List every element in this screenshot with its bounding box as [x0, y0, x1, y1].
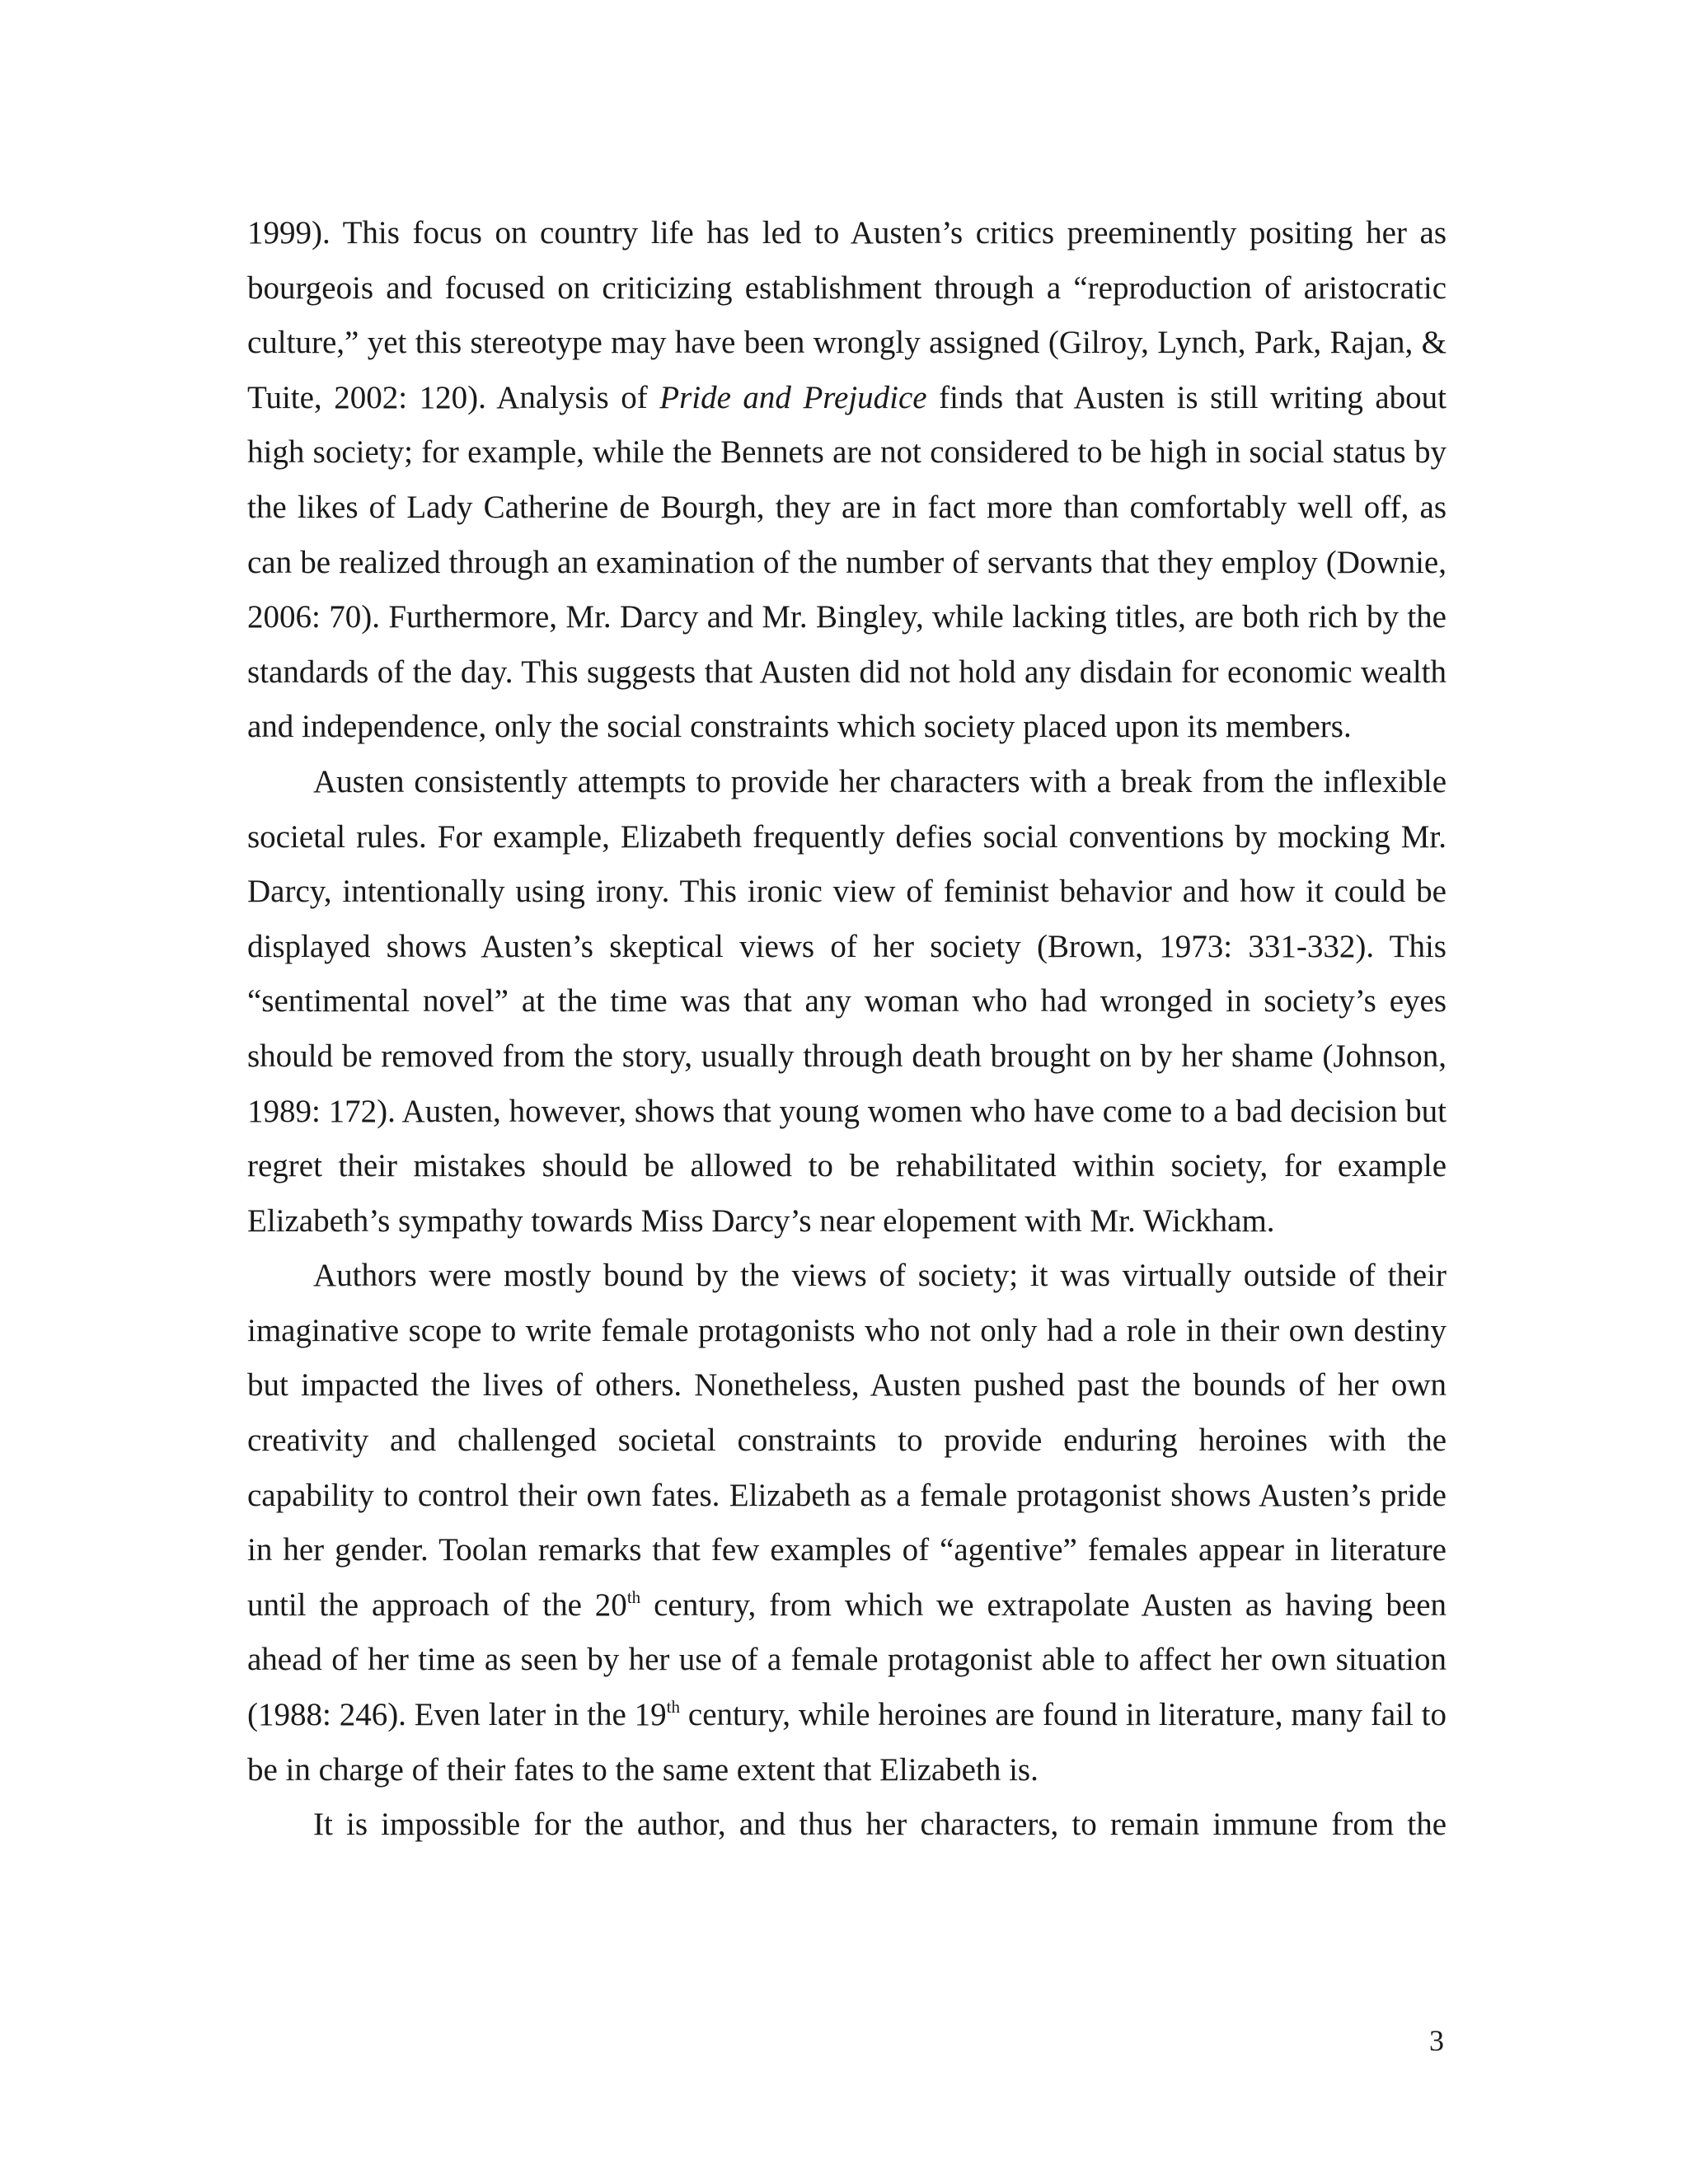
paragraph-country-life: [247, 206, 1447, 755]
paragraph-female-protagonists: [247, 1249, 1447, 1797]
book-title-italic: Pride and Prejudice: [659, 379, 927, 415]
ordinal-suffix: th: [626, 1586, 641, 1607]
page-number: 3: [1429, 2024, 1444, 2057]
paragraph-text: Authors were mostly bound by the views of society; it was virtually outside of their imaginative scope to write female protagonists who not only had a role in their own destiny but impacted the lives of others. Nonetheless, Austen pushed past the bounds of her own creativity and challenged societal constraints to provide enduring heroines with the capability to control their own fates. Elizabeth as a female protagonist shows Austen’s pride in her gender. Toolan remarks that few examples of “agentive” females appear in literature until the approach of the 20: [247, 1258, 1447, 1623]
paragraph-continues: It is impossible for the author, and thus her characters, to remain immune from the: [313, 1807, 1447, 1843]
paragraph-text: finds that Austen is still writing about high society; for example, while the Bennets are not considered to be high in social status by the likes of Lady Catherine de Bourgh, they are in fact more than comfortably well off, as can be realized through an examination of the number of servants that they employ (Downie, 2006: 70). Furthermore, Mr. Darcy and Mr. Bingley, while lacking titles, are both rich by the standards of the day. This suggests that Austen did not hold any disdain for economic wealth and independence, only the social constraints which society placed upon its members.: [247, 379, 1447, 745]
body-text: [247, 206, 1447, 1853]
paragraph-text: century, from which we extrapolate Austen as having been ahead of her time as seen by her use of a female protagonist able to affect her own situation (1988: 246). Even later in the 19: [247, 1586, 1447, 1733]
paragraph-text: 1999). This focus on country life has led to Austen’s critics preeminently positing her as bourgeois and focused on criticizing establishment through a “reproduction of aristocratic culture,” yet this stereotype may have been wrongly assigned (Gilroy, Lynch, Park, Rajan, & Tuite, 2002: 120). Analysis of: [247, 215, 1447, 415]
ordinal-suffix: th: [666, 1697, 681, 1718]
paragraph-societal-rules: Austen consistently attempts to provide her characters with a break from the inflexible societal rules. For example, Elizabeth frequently defies social conventions by mocking Mr. Darcy, intentionally using irony. This ironic view of feminist behavior and how it could be displayed shows Austen’s skeptical views of her society (Brown, 1973: 331-332). This “sentimental novel” at the time was that any woman who had wronged in society’s eyes should be removed from the story, usually through death brought on by her shame (Johnson, 1989: 172). Austen, however, shows that young women who have come to a bad decision but regret their mistakes should be allowed to be rehabilitated within society, for example Elizabeth’s sympathy towards Miss Darcy’s near elopement with Mr. Wickham.: [247, 763, 1447, 1239]
paragraph-text: century, while heroines are found in literature, many fail to be in charge of their fates to the same extent that Elizabeth is.: [247, 1697, 1447, 1788]
